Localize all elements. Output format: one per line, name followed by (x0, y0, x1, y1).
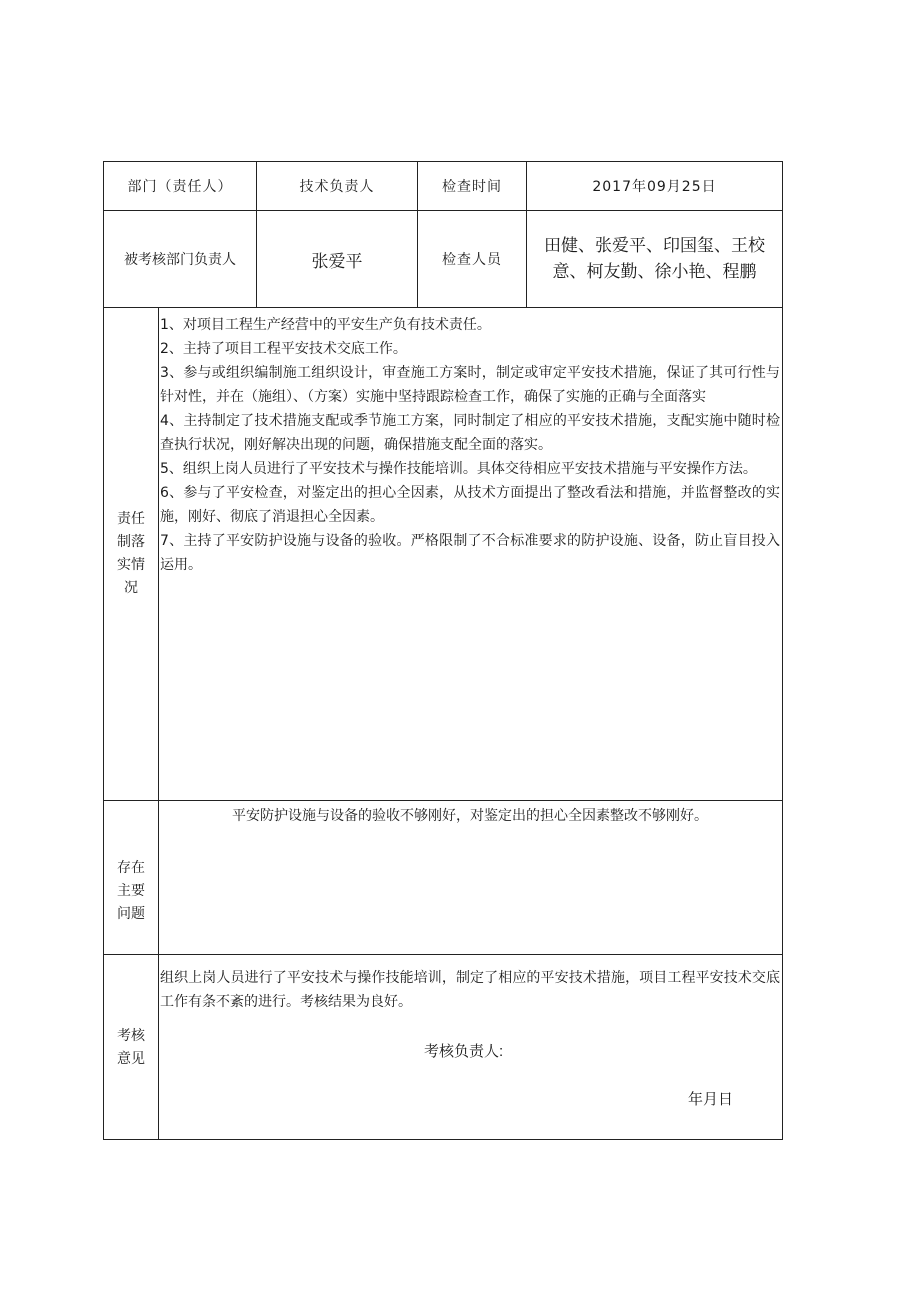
opinion-text: 组织上岗人员进行了平安技术与操作技能培训，制定了相应的平安技术措施，项目工程平安技术交底工作有条不紊的进行。考核结果为良好。 (160, 970, 780, 1010)
problems-text: 平安防护设施与设备的验收不够刚好，对鉴定出的担心全因素整改不够刚好。 (232, 808, 708, 824)
label-line: 问题 (117, 906, 145, 922)
inspector-value-line: 意、柯友勤、徐小艳、程鹏 (552, 262, 757, 282)
row-divider (104, 954, 782, 955)
responsibility-item: 6、参与了平安检查，对鉴定出的担心全因素，从技术方面提出了整改看法和措施，并监督整改的实施，刚好、彻底了消退担心全因素。 (160, 485, 780, 525)
responsibility-item: 1、对项目工程生产经营中的平安生产负有技术责任。 (160, 317, 491, 333)
responsibility-content (160, 313, 780, 577)
opinion-label (104, 955, 158, 1140)
inspector-label: 检查人员 (442, 252, 502, 268)
date-label: 年月日 (688, 1091, 734, 1108)
label-line: 存在 (117, 860, 145, 876)
responsibility-item: 2、主持了项目工程平安技术交底工作。 (160, 341, 407, 357)
time-label: 检查时间 (442, 179, 502, 195)
problems-label (104, 801, 158, 954)
dept-value: 技术负责人 (299, 179, 375, 195)
label-line: 主要 (117, 883, 145, 899)
inspector-value-line: 田健、张爱平、印国玺、王校 (544, 236, 765, 256)
responsibility-item: 5、组织上岗人员进行了平安技术与操作技能培训。具体交待相应平安技术措施与平安操作方法。 (160, 461, 757, 477)
assessment-form (103, 161, 783, 1140)
time-value: 2017年09月25日 (592, 179, 717, 195)
responsibility-item: 4、主持制定了技术措施支配或季节施工方案，同时制定了相应的平安技术措施，支配实施中随时检查执行状况，刚好解决出现的问题，确保措施支配全面的落实。 (160, 413, 780, 453)
label-line: 意见 (117, 1050, 145, 1067)
dept-label: 部门（责任人） (127, 179, 233, 195)
label-line: 考核 (117, 1027, 145, 1044)
row-divider (104, 307, 782, 308)
responsibility-label (104, 308, 158, 800)
responsibility-item: 3、参与或组织编制施工组织设计，审查施工方案时，制定或审定平安技术措施，保证了其可行性与针对性，并在（施组）、（方案）实施中坚持跟踪检查工作，确保了实施的正确与全面落实 (160, 365, 780, 405)
label-line: 实情 (117, 557, 145, 573)
row-divider (104, 800, 782, 801)
inspector-value (527, 211, 782, 307)
label-line: 责任 (117, 511, 145, 527)
assessed-dept-label: 被考核部门负责人 (124, 252, 236, 268)
label-line: 况 (124, 580, 138, 596)
signer-label: 考核负责人: (424, 1043, 504, 1060)
label-line: 制落 (117, 534, 145, 550)
assessed-dept-value: 张爱平 (311, 251, 363, 272)
responsibility-item: 7、主持了平安防护设施与设备的验收。严格限制了不合标准要求的防护设施、设备，防止盲目投入运用。 (160, 533, 780, 573)
col-divider (158, 307, 159, 1140)
